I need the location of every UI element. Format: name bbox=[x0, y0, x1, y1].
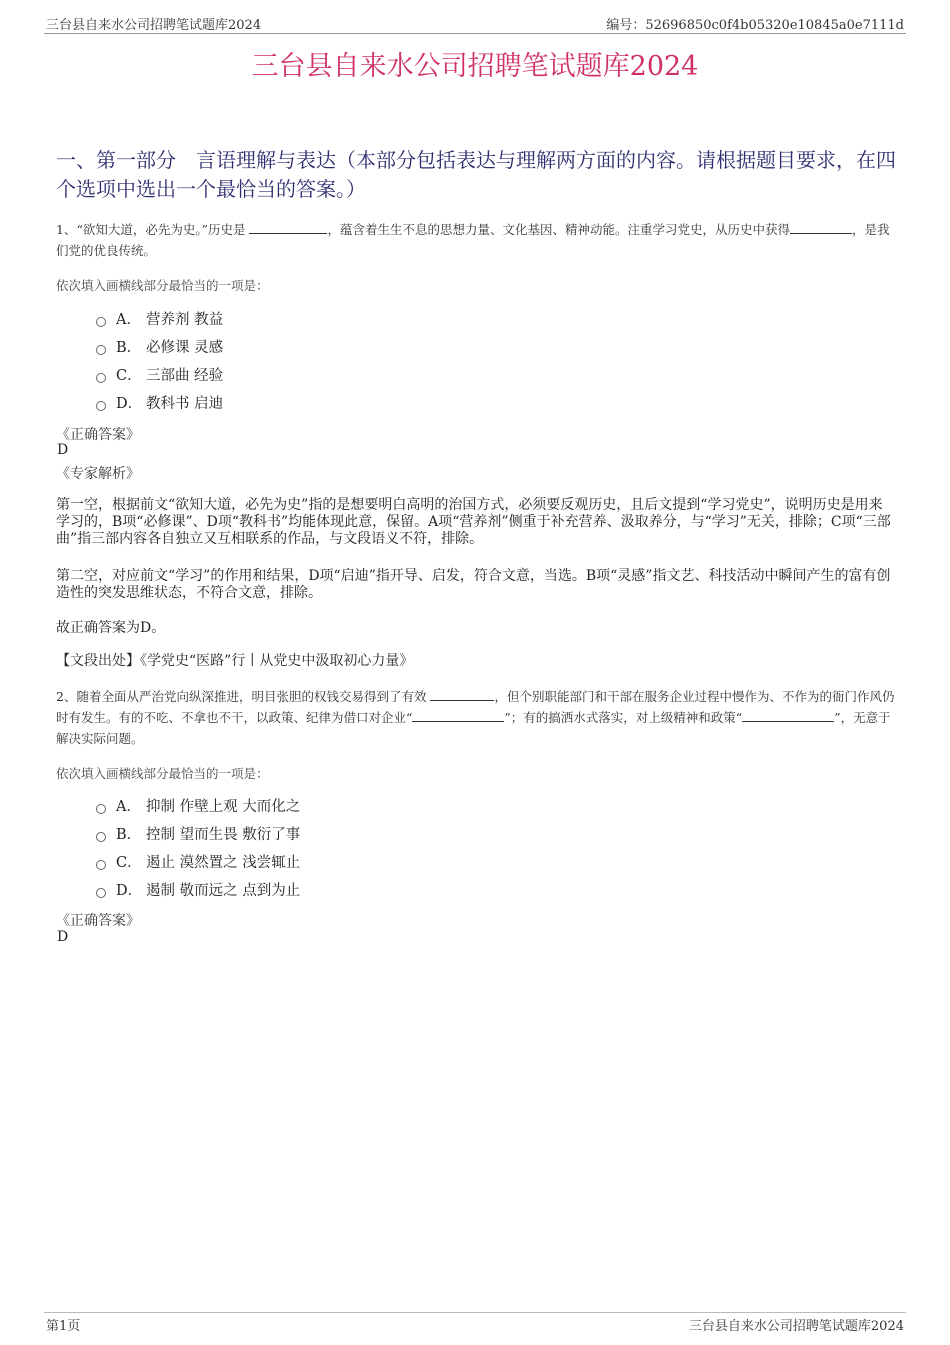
q1-option-d[interactable] bbox=[96, 392, 223, 412]
option-letter: B． bbox=[116, 339, 142, 356]
option-text: 抑制 作壁上观 大而化之 bbox=[146, 798, 301, 815]
radio-icon[interactable] bbox=[96, 373, 106, 383]
option-text: 必修课 灵感 bbox=[146, 339, 224, 356]
q1-blank-1 bbox=[249, 220, 327, 234]
q1-text-part3: ，是我们党的优良传统。 bbox=[56, 222, 890, 258]
option-letter: C． bbox=[116, 367, 142, 384]
q1-analysis-para-3: 故正确答案为D。 bbox=[56, 620, 166, 636]
page-title: 三台县自来水公司招聘笔试题库2024 bbox=[251, 51, 699, 82]
q1-analysis-label: 《专家解析》 bbox=[56, 466, 140, 482]
radio-icon[interactable] bbox=[96, 888, 106, 898]
q2-blank-2 bbox=[412, 708, 504, 722]
q2-option-c[interactable] bbox=[96, 851, 300, 871]
option-text: 控制 望而生畏 敷衍了事 bbox=[146, 826, 301, 843]
option-letter: C． bbox=[116, 854, 142, 871]
question-1-text bbox=[56, 219, 898, 261]
radio-icon[interactable] bbox=[96, 860, 106, 870]
footer-divider bbox=[44, 1312, 906, 1313]
footer-title: 三台县自来水公司招聘笔试题库2024 bbox=[688, 1319, 904, 1334]
q2-option-b[interactable] bbox=[96, 823, 300, 843]
radio-icon[interactable] bbox=[96, 317, 106, 327]
q2-option-d[interactable] bbox=[96, 879, 300, 899]
option-letter: D． bbox=[116, 395, 143, 412]
q1-blank-2 bbox=[790, 220, 852, 234]
option-text: 遏止 漠然置之 浅尝辄止 bbox=[146, 854, 301, 871]
question-2-text bbox=[56, 686, 898, 749]
q1-answer: D bbox=[57, 442, 69, 458]
q1-option-b[interactable] bbox=[96, 336, 223, 356]
option-text: 营养剂 教益 bbox=[146, 311, 224, 328]
option-letter: B． bbox=[116, 826, 142, 843]
section-heading: 一、第一部分 言语理解与表达（本部分包括表达与理解两方面的内容。请根据题目要求，在四个选项中选出一个最恰当的答案。） bbox=[56, 148, 896, 201]
option-letter: A． bbox=[116, 798, 141, 815]
option-text: 三部曲 经验 bbox=[146, 367, 224, 384]
q2-option-a[interactable] bbox=[96, 795, 300, 815]
q1-analysis-para-2: 第二空，对应前文“学习”的作用和结果，D项“启迪”指开导、启发，符合文意，当选。B项“灵感”指文艺、科技活动中瞬间产生的富有创造性的突发思维状态，不符合文意，排除。 bbox=[56, 568, 891, 601]
radio-icon[interactable] bbox=[96, 401, 106, 411]
page-number: 第1页 bbox=[46, 1319, 81, 1334]
option-text: 教科书 启迪 bbox=[146, 395, 224, 412]
option-letter: D． bbox=[116, 882, 143, 899]
header-right: 编号：52696850c0f4b05320e10845a0e7111d bbox=[606, 18, 904, 33]
q1-option-c[interactable] bbox=[96, 364, 223, 384]
header-left: 三台县自来水公司招聘笔试题库2024 bbox=[46, 18, 262, 33]
q1-text-part1: 1、“欲知大道，必先为史。”历史是 bbox=[56, 222, 246, 237]
q1-answer-label: 《正确答案》 bbox=[56, 427, 140, 443]
q1-text-part2: ，蕴含着生生不息的思想力量、文化基因、精神动能。注重学习党史，从历史中获得 bbox=[327, 222, 790, 237]
q1-prompt: 依次填入画横线部分最恰当的一项是： bbox=[56, 278, 269, 293]
q2-text-part4: ”，无意于解决实际问题。 bbox=[56, 710, 891, 746]
q2-blank-3 bbox=[742, 708, 834, 722]
option-text: 遏制 敬而远之 点到为止 bbox=[146, 882, 301, 899]
radio-icon[interactable] bbox=[96, 804, 106, 814]
radio-icon[interactable] bbox=[96, 345, 106, 355]
q2-answer-label: 《正确答案》 bbox=[56, 913, 140, 929]
header-divider bbox=[44, 33, 906, 34]
q1-source: 【文段出处】《学党史“医路”行丨从党史中汲取初心力量》 bbox=[56, 653, 414, 669]
q1-analysis-para-1: 第一空，根据前文“欲知大道，必先为史”指的是想要明白高明的治国方式，必须要反观历史，且后文提到“学习党史”，说明历史是用来学习的，B项“必修课”、D项“教科书”均能体现此意，保留。A项“营养剂”侧重于补充营养、汲取养分，与“学习”无关，排除；C项“三部曲”指三部内容各自独立又互相联系的作品，与文段语义不符，排除。 bbox=[56, 497, 891, 547]
option-letter: A． bbox=[116, 311, 141, 328]
q2-text-part2: ，但个别职能部门和干部在服务企业过程中慢作为、不作为的衙门作风仍时有发生。有的不吃、不拿也不干，以政策、纪律为借口对企业“ bbox=[56, 689, 895, 725]
q2-text-part3: ”；有的搞洒水式落实，对上级精神和政策“ bbox=[504, 710, 743, 725]
q2-prompt: 依次填入画横线部分最恰当的一项是： bbox=[56, 766, 269, 781]
q2-text-part1: 2、随着全面从严治党向纵深推进，明目张胆的权钱交易得到了有效 bbox=[56, 689, 427, 704]
q2-answer: D bbox=[57, 929, 69, 945]
q1-option-a[interactable] bbox=[96, 308, 223, 328]
radio-icon[interactable] bbox=[96, 832, 106, 842]
q2-blank-1 bbox=[430, 687, 494, 701]
